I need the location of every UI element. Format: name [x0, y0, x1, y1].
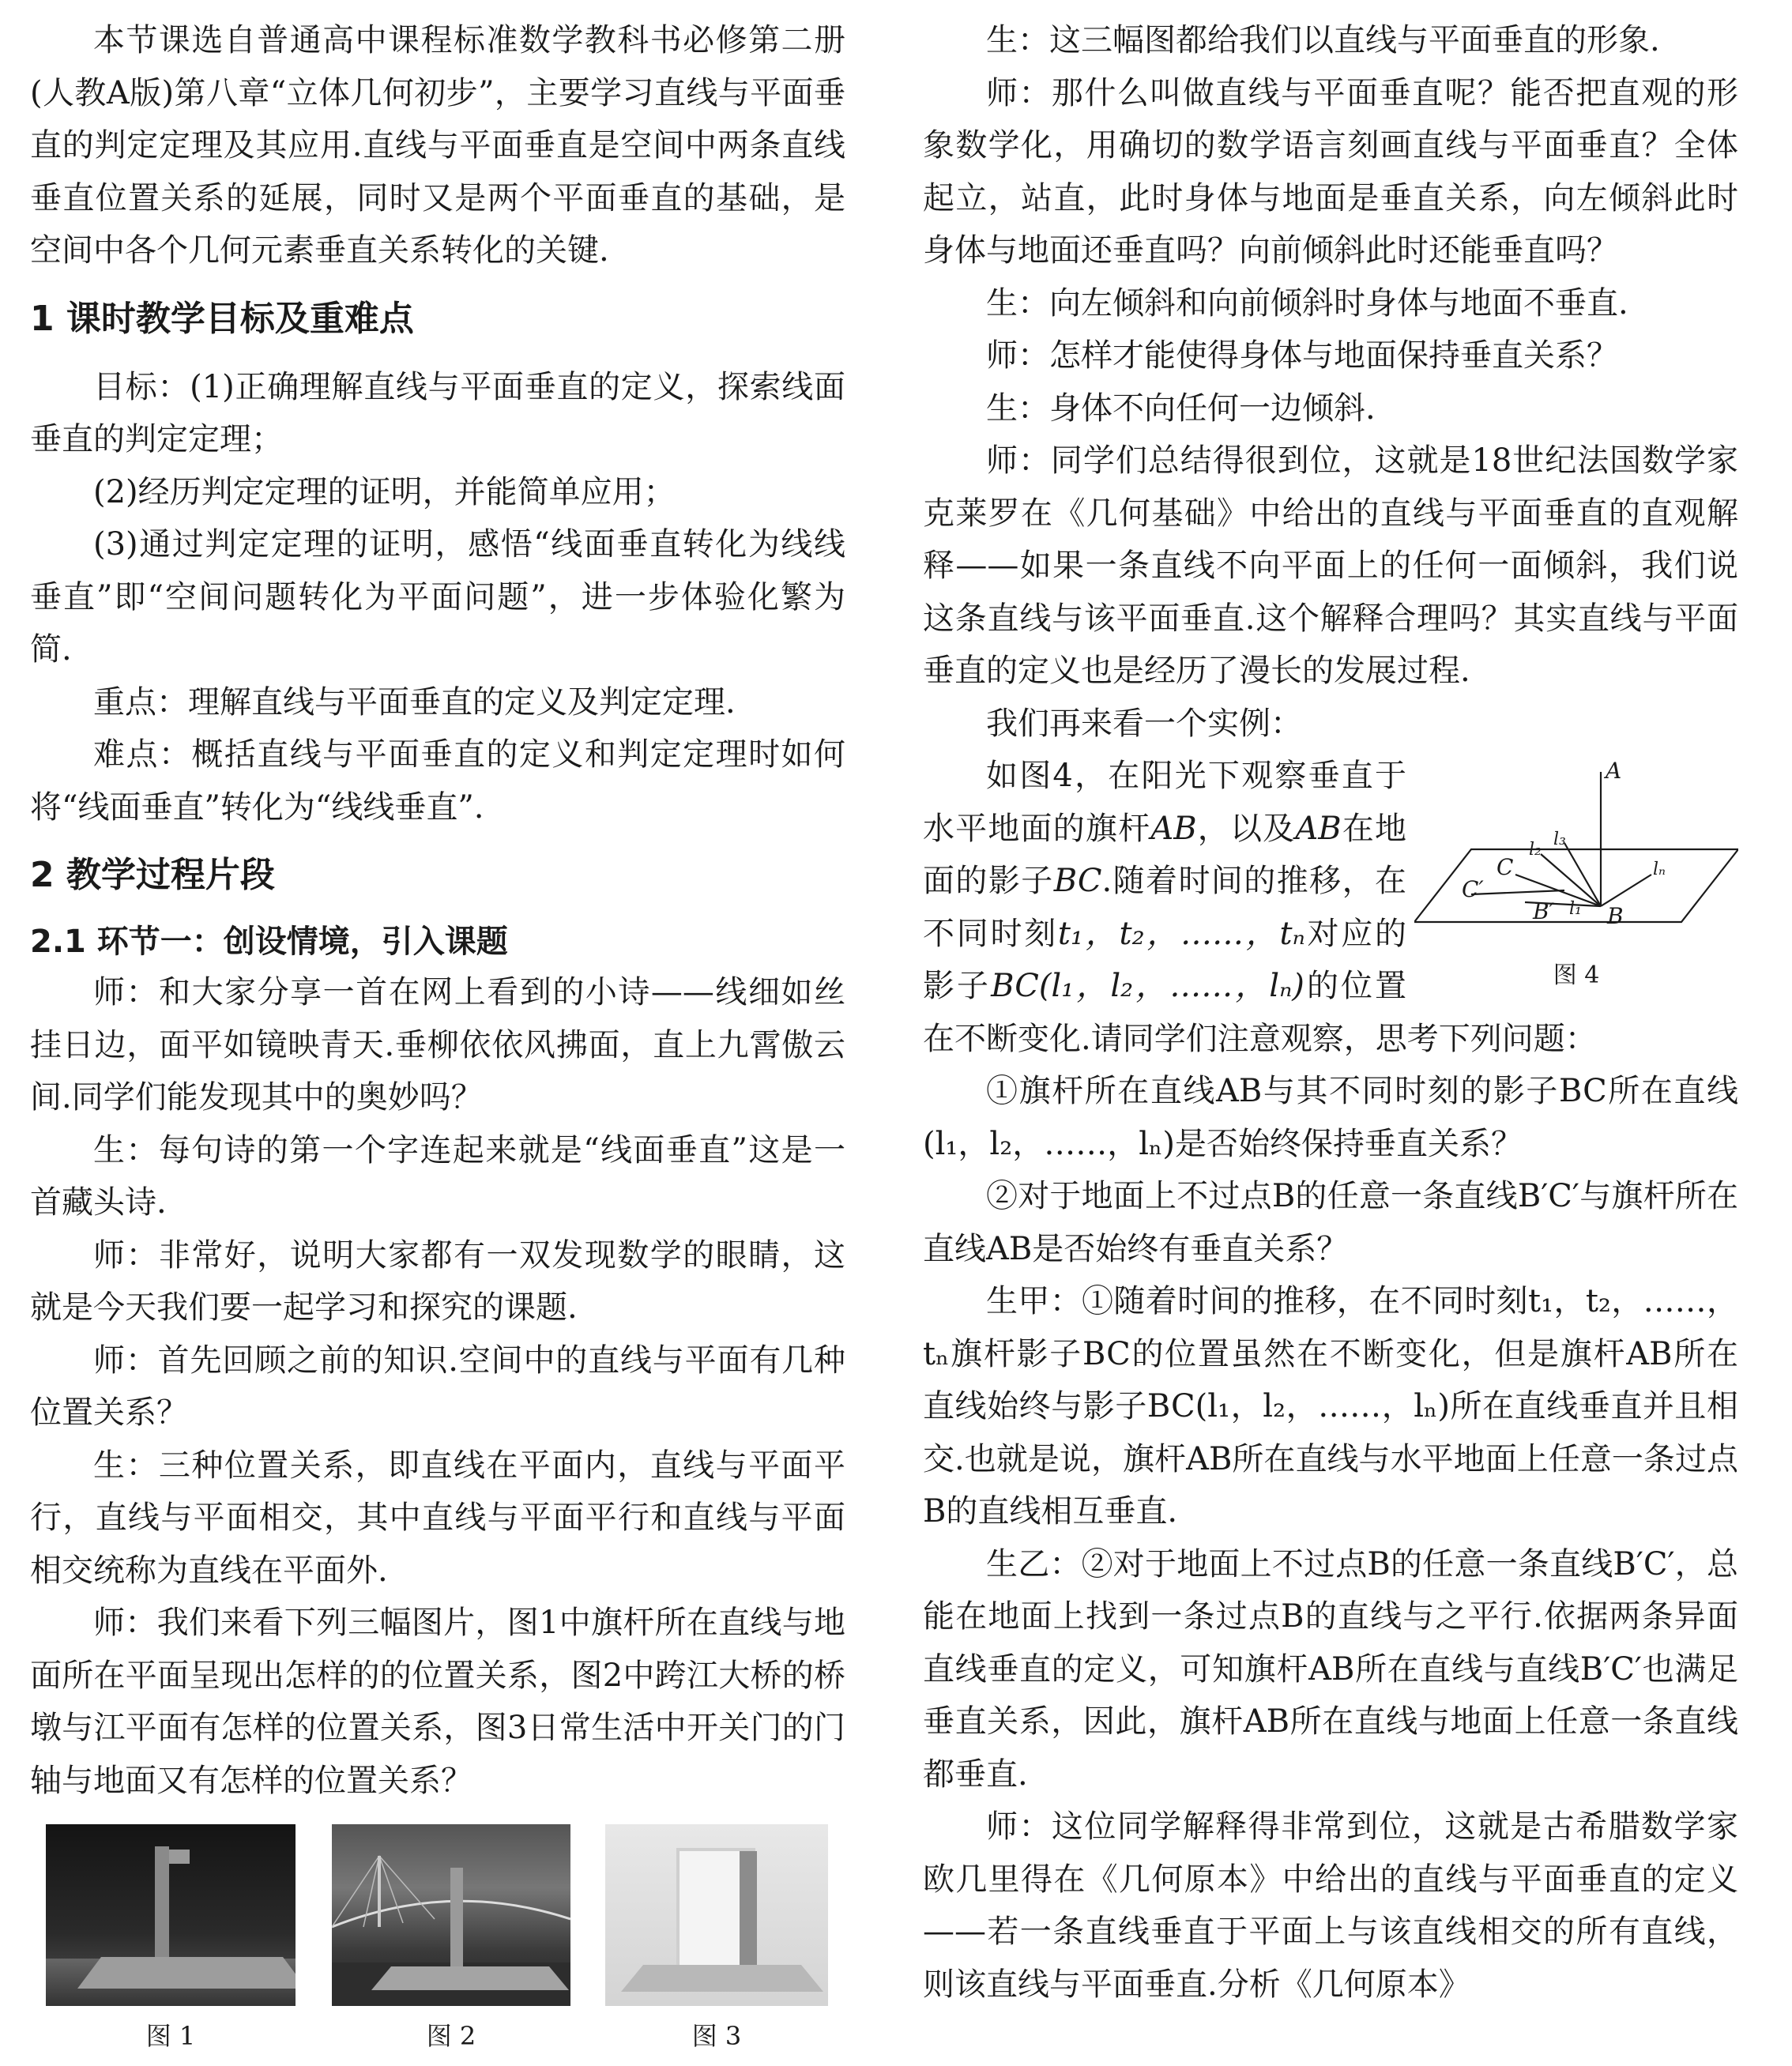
math-AB: AB — [1150, 810, 1197, 847]
figure-3-caption: 图 3 — [691, 2021, 742, 2051]
figures-1-3 — [30, 1824, 845, 2061]
door-photo — [605, 1824, 828, 2006]
label-B: B — [1607, 903, 1624, 929]
math-AB-2: AB — [1295, 810, 1342, 847]
label-C: C — [1496, 854, 1514, 880]
question-1: ①旗杆所在直线AB与其不同时刻的影子BC所在直线(l₁，l₂，……，lₙ)是否始终保持垂直关系？ — [923, 1073, 1738, 1162]
question-2: ②对于地面上不过点B的任意一条直线B′C′与旗杆所在直线AB是否始终有垂直关系？ — [923, 1178, 1738, 1267]
left-column — [30, 14, 845, 2061]
dialog-5: 生：三种位置关系，即直线在平面内，直线与平面平行，直线与平面相交，其中直线与平面平行和直线与平面相交统称为直线在平面外. — [30, 1447, 845, 1589]
dialog-6: 师：我们来看下列三幅图片，图1中旗杆所在直线与地面所在平面呈现出怎样的的位置关系，图2中跨江大桥的桥墩与江平面有怎样的位置关系，图3日常生活中开关门的门轴与地面又有怎样的位置关系？ — [30, 1605, 845, 1799]
dialog-r5: 生：身体不向任何一边倾斜. — [986, 389, 1376, 427]
math-times: t₁，t₂，……，tₙ — [1057, 915, 1305, 952]
dialog-r4: 师：怎样才能使得身体与地面保持垂直关系？ — [986, 337, 1618, 374]
dialog-r1: 生：这三幅图都给我们以直线与平面垂直的形象. — [986, 22, 1660, 58]
goal-3: (3)通过判定定理的证明，感悟“线面垂直转化为线线垂直”即“空间问题转化为平面问题”，进一步体验化繁为简. — [30, 526, 845, 668]
dialog-1: 师：和大家分享一首在网上看到的小诗——线细如丝挂日边，面平如镜映青天.垂柳依依风拂面，直上九霄傲云间.同学们能发现其中的奥妙吗？ — [30, 974, 845, 1116]
example-text-6: 的位置在不断变化.请同学们注意观察，思考下列问题： — [923, 968, 1597, 1057]
dialog-r2: 师：那什么叫做直线与平面垂直呢？能否把直观的形象数学化，用确切的数学语言刻画直线与平面垂直？全体起立，站直，此时身体与地面是垂直关系，向左倾斜此时身体与地面还垂直吗？向前倾斜此时还能垂直吗？ — [923, 74, 1738, 269]
dialog-3: 师：非常好，说明大家都有一双发现数学的眼睛，这就是今天我们要一起学习和探究的课题. — [30, 1236, 845, 1326]
figure-1-caption: 图 1 — [145, 2021, 196, 2051]
label-C-prime: C′ — [1462, 876, 1484, 902]
example-text-5: 对应的影子 — [923, 915, 1407, 1004]
flagpole-photo — [46, 1824, 296, 2006]
figure-1 — [46, 1824, 296, 2053]
right-column — [923, 14, 1738, 2011]
figure-2-caption: 图 2 — [426, 2021, 476, 2051]
dialog-4: 师：首先回顾之前的知识.空间中的直线与平面有几种位置关系？ — [30, 1342, 845, 1431]
label-l1: l₁ — [1569, 899, 1582, 919]
section-2-title: 2 教学过程片段 — [30, 855, 275, 895]
label-B-prime: B′ — [1533, 898, 1554, 924]
difficult-point: 难点：概括直线与平面垂直的定义和判定定理时如何将“线面垂直”转化为“线线垂直”. — [30, 736, 845, 826]
math-BC-2: BC — [991, 968, 1039, 1004]
example-block — [923, 750, 1738, 1065]
dialog-r3: 生：向左倾斜和向前倾斜时身体与地面不垂直. — [986, 284, 1628, 322]
goal-1: 目标：(1)正确理解直线与平面垂直的定义，探索线面垂直的判定定理； — [30, 368, 845, 457]
math-lines: (l₁，l₂，……，lₙ) — [1038, 968, 1304, 1004]
label-A: A — [1606, 758, 1622, 784]
key-point: 重点：理解直线与平面垂直的定义及判定定理. — [93, 683, 736, 721]
section-1-title: 1 课时教学目标及重难点 — [30, 298, 414, 339]
figure-4 — [1414, 756, 1738, 989]
figure-4-caption: 图 4 — [1553, 961, 1600, 989]
example-text-2: ，以及 — [1196, 810, 1296, 847]
subsection-2-1-title: 2.1 环节一：创设情境，引入课题 — [30, 924, 508, 960]
label-l3: l₃ — [1553, 830, 1566, 849]
example-text-4: .随着时间的推移，在不同时刻 — [923, 863, 1406, 952]
dialog-r7: 我们再来看一个实例： — [986, 705, 1302, 742]
figure-3 — [605, 1824, 828, 2053]
dialog-r-final: 师：这位同学解释得非常到位，这就是古希腊数学家欧几里得在《几何原本》中给出的直线与平面垂直的定义——若一条直线垂直于平面上与该直线相交的所有直线，则该直线与平面垂直.分析《几何原本》 — [923, 1808, 1738, 2003]
answer-2: 生乙：②对于地面上不过点B的任意一条直线B′C′，总能在地面上找到一条过点B的直线与之平行.依据两条异面直线垂直的定义，可知旗杆AB所在直线与直线B′C′也满足垂直关系，因此，旗杆AB所在直线与地面上任意一条直线都垂直. — [923, 1545, 1738, 1793]
figure-2 — [332, 1824, 570, 2053]
dialog-r6: 师：同学们总结得很到位，这就是18世纪法国数学家克莱罗在《几何基础》中给出的直线与平面垂直的直观解释——如果一条直线不向平面上的任何一面倾斜，我们说这条直线与该平面垂直.这个解释合理吗？其实直线与平面垂直的定义也是经历了漫长的发展过程. — [923, 442, 1738, 689]
answer-1: 生甲：①随着时间的推移，在不同时刻t₁，t₂，……，tₙ旗杆影子BC的位置虽然在不断变化，但是旗杆AB所在直线始终与影子BC(l₁，l₂，……，lₙ)所在直线垂直并且相交.也就是说，旗杆AB所在直线与水平地面上任意一条过点B的直线相互垂直. — [923, 1283, 1738, 1530]
dialog-2: 生：每句诗的第一个字连起来就是“线面垂直”这是一首藏头诗. — [30, 1131, 845, 1221]
bridge-photo — [332, 1824, 570, 2006]
intro-paragraph: 本节课选自普通高中课程标准数学教科书必修第二册(人教A版)第八章“立体几何初步”，主要学习直线与平面垂直的判定定理及其应用.直线与平面垂直是空间中两条直线垂直位置关系的延展，同时又是两个平面垂直的基础，是空间中各个几何元素垂直关系转化的关键. — [30, 22, 845, 269]
label-ln: lₙ — [1653, 860, 1666, 879]
label-l2: l₂ — [1529, 840, 1542, 860]
example-text-1: 如图4，在阳光下观察垂直于水平地面的旗杆 — [923, 758, 1406, 847]
goal-2: (2)经历判定定理的证明，并能简单应用； — [93, 473, 676, 510]
figure-4-diagram — [1414, 756, 1738, 954]
math-BC: BC — [1053, 863, 1102, 899]
example-text-3: 在地面的影子 — [923, 810, 1406, 899]
